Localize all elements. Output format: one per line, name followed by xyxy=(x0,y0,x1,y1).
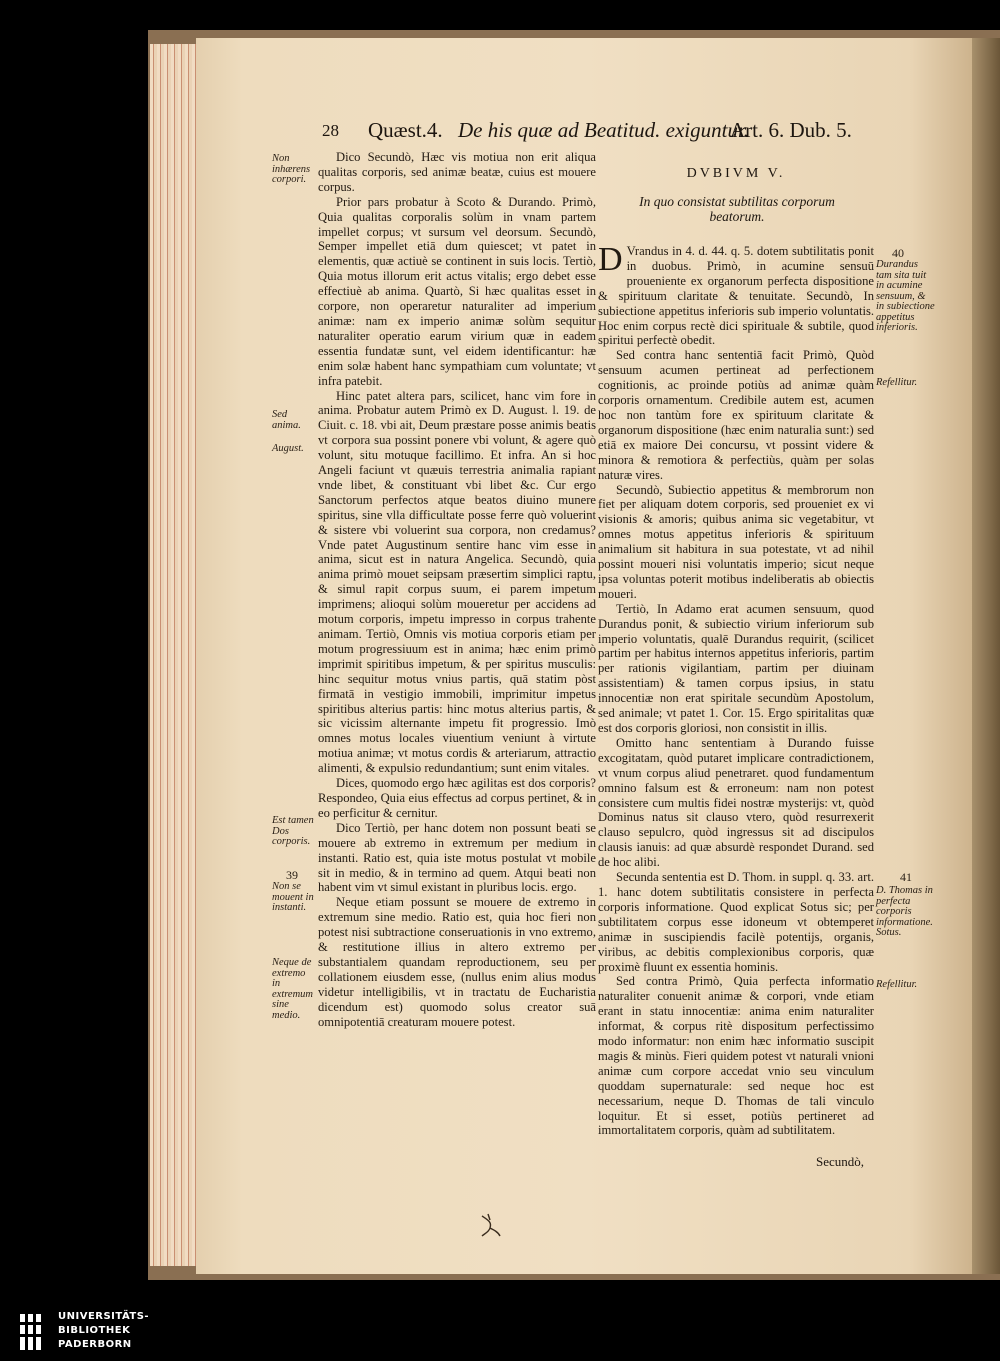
paragraph: Secunda sententia est D. Thom. in suppl. q. 33. art. 1. hanc dotem subtilitatis consistere in perfecta corporis informatione. Quod explicat Sotus sic; per subtilitatem corpus esse idoneum vt obtemperet animæ in suscipiendis facilè potentijs, organis, viribus, ac debitis complexionibus corporis, quæ proximè fluunt ex essentia hominis. xyxy=(598,870,874,974)
header-art: Art. 6. Dub. 5. xyxy=(730,118,852,142)
page-edges xyxy=(150,44,196,1266)
ornament-icon xyxy=(478,1212,502,1238)
paragraph xyxy=(598,241,874,348)
paragraph-text: Vrandus in 4. d. 44. q. 5. dotem subtilitatis ponit in duobus. Primò, in acumine sensuū proueniente ex organorum perfecta dispositione & spirituum claritate & tenuitate. Secundò, In subiectione appetitus inferioris sub imperio voluntatis. Hoc enim corpus rectè dici spirituale & subtile, quod spiritui perfectè obedit. xyxy=(598,244,874,348)
catchword: Secundò, xyxy=(816,1154,865,1169)
right-text-column xyxy=(598,241,874,1138)
margin-note: Non inhærens corpori. xyxy=(272,153,311,185)
dubium-subtitle: In quo consistat subtilitas corporum beatorum. xyxy=(639,194,835,224)
paragraph: Hinc patet altera pars, scilicet, hanc vim fore in anima. Probatur autem Primò ex D. August. l. 19. de Ciuit. c. 18. vbi ait, Deum præstare posse animis beatis vt corpora sua possint ponere vbi volunt, & agere quò volunt, situ motuque facillimo. Et infra. An si hoc Angeli faciunt vt quæuis terrestria animalia rapiant vnde libet, & constituant vbi libet &c. Cur ergo Sanctorum perfectos atque beatos diuino munere spiritus, sine vlla difficultate posse ferre quò voluerint & sistere vbi voluerint sua corpora, non credamus? Vnde patet Augustinum sentire hanc vim esse in anima, sicut est in natura Angelica. Secundò, quia anima primò mouet seipsam præsertim simplici raptu, & simul rapit corpus suum, ei parem impetum imprimens; alioqui solùm moueretur per accidens ad motum corporis, impetu impresso in corpus trahente animam. Tertiò, Omnis vis motiua corporis etiam per motum progressiuum est in anima; hæc enim primò imprimit spiritibus impetum, & per spiritus musculis: hinc sequitur motus vnius partis, quā statim pòst firmatā in vestigio immobili, imprimitur impetus spiritibus alterius partis: hinc motus alterius partis, & sic vicissim alternante impetu fit progressio. Imò omnes motus locales viuentium veniunt à virtute motiua animæ; vt motus cordis & arteriarum, attractio alimenti, & expulsio redundantium; sunt enim vitales. xyxy=(318,388,596,776)
margin-note: D. Thomas in perfecta corporis informatione. Sotus. xyxy=(876,885,933,938)
margin-number: 39 xyxy=(286,868,298,882)
paragraph: Dico Secundò, Hæc vis motiua non erit aliqua qualitas corporis, sed animæ beatæ, cuius est mouere corpus. xyxy=(318,150,596,194)
paragraph: Neque etiam possunt se mouere de extremo in extremum sine medio. Ratio est, quia hoc fieri non potest nisi subtractione conseruationis in vno extremo, & restitutione illius in altero extremo per substantialem quandam reproductionem, seu per collationem eiusdem esse, (nullus enim alius modus videtur intelligibilis, vt in tractatu de Eucharistia dicendum est) quomodo solus creator suā omnipotentiā creaturam mouere potest. xyxy=(318,895,596,1029)
logo-line: BIBLIOTHEK xyxy=(58,1325,131,1336)
left-text-column xyxy=(318,150,596,1029)
margin-number: 40 xyxy=(892,246,904,260)
margin-note: Durandus tam sita tuit in acumine sensuum, & in subiectione appetitus inferioris. xyxy=(876,259,935,333)
margin-note: Refellitur. xyxy=(876,377,918,388)
margin-number: 41 xyxy=(900,870,912,884)
paragraph: Sed contra Primò, Quia perfecta informatio naturaliter conuenit animæ & corpori, vnde etiam erant in statu innocentiæ: anima enim naturaliter informat, & corpus ritè dispositum perfectissimo modo informatur: non enim hæc informatio suscipit magis & minùs. Fieri quidem potest vt naturali vnioni animæ cum corpore accedat vnio seu vinculum quoddam supernaturale: sed neque hoc est necessarium, neque D. Thomas de tali vinculo loquitur. Et si esset, potiùs pertineret ad immortalitatem corporis, quàm ad subtilitatem. xyxy=(598,974,874,1138)
margin-note: Sed anima. xyxy=(272,409,301,431)
library-logo xyxy=(18,1310,148,1358)
page-number: 28 xyxy=(322,121,339,140)
library-logo-text xyxy=(58,1310,149,1352)
drop-cap: D xyxy=(598,241,623,278)
paragraph: Omitto hanc sententiam à Durando fuisse excogitatam, quòd putaret implicare contradictionem, vt vnum corpus aliud penetraret. quod fundamentum omnino falsum est & erroneum: nam non potest consistere cum multis fidei nostræ mysterijs: vt, quòd Dominus natus sit clauso vtero, quòd resurrexerit clauso sepulcro, quòd ingressus sit ad discipulos clausis ianuis: ad quæ absurdè respondet Durand. sed de hoc alibi. xyxy=(598,735,874,870)
logo-line: PADERBORN xyxy=(58,1339,132,1350)
header-title: De his quæ ad Beatitud. exiguntur. xyxy=(458,118,750,142)
paragraph: Dices, quomodo ergo hæc agilitas est dos corporis? Respondeo, Quia eius effectus ad corpus pertinet, & in eo perficitur & cernitur. xyxy=(318,776,596,820)
dubium-title: DVBIVM V. xyxy=(686,166,786,181)
paragraph: Tertiò, In Adamo erat acumen sensuum, quod Durandus ponit, & subiectio virium inferiorum sub imperio voluntatis, qualē Durandus requirit, (scilicet partim per habitus internos appetitus inferioris, partim per rationis vigilantiam, partim per diuinam assistentiam) & tamen corpus ipsius, in statu innocentiæ non erat spiritale secundùm Apostolum, sed animale; vt patet 1. Cor. 15. Ergo spiritalitas quæ est dos corporis gloriosi, non consistit in illis. xyxy=(598,601,874,735)
header-quaest: Quæst.4. xyxy=(368,118,443,142)
library-logo-icon xyxy=(18,1312,48,1352)
paragraph: Dico Tertiò, per hanc dotem non possunt beati se mouere ab extremo in extremum per medium in instanti. Ratio est, quia iste motus postulat vt mobile sit in medio, & in termino ad quem. Atqui beati non habent vim vt simul existant in pluribus locis. ergo. xyxy=(318,820,596,895)
margin-note: Neque de extremo in extremum sine medio. xyxy=(272,957,314,1021)
running-header xyxy=(322,118,852,148)
paragraph: Prior pars probatur à Scoto & Durando. Primò, Quia qualitas corporalis solùm in vnam partem impellet corpus; vt sursum vel deorsum. Secundò, Semper impellet etiā dum quiescet; vt patet in elementis, quæ actiuè se continent in suis locis. Tertiò, Quia motus illorum erit actus vitalis; ergo debet esse effectiuè ab anima. Quartò, Si hæc qualitas esset in corpore, non operaretur naturaliter ad imperium animæ: nam ex imperio animæ solùm sequitur naturaliter operatio earum virium quæ in eadem essentia fundatæ sunt, vel eidem identificantur: hæ enim solæ habent hanc sympathiam cum voluntate; vt infra patebit. xyxy=(318,194,596,388)
margin-note: Non se mouent in instanti. xyxy=(272,881,314,913)
margin-note: August. xyxy=(272,443,304,454)
book-gutter xyxy=(972,38,1000,1274)
margin-note: Refellitur. xyxy=(876,979,918,990)
logo-line: UNIVERSITÄTS- xyxy=(58,1311,150,1322)
paragraph: Sed contra hanc sententiā facit Primò, Quòd sensuum acumen pertineat ad perfectionem cognitionis, ac proinde potiùs ad animæ quàm corporis ornamentum. Credibile autem est, acumen hoc non tantùm fore ex spirituum claritate & organorum dispositione (hæc enim naturalia sunt:) sed etiā ex maiore Dei concursu, vt possint videre & minora & remotiora & perfectiùs, quàm per solas naturæ vires. xyxy=(598,348,874,482)
paragraph: Secundò, Subiectio appetitus & membrorum non fiet per aliquam dotem corporis, sed proueniet ex vi visionis & amoris; quibus anima sic vegetabitur, vt omnes motus appetitus inferioris & spirituum animalium sit habitura in sua potestate, vt ad nihil possint moueri nisi voluntatis imperio; sicut neque ipsa voluntas poterit motibus indeliberatis ab obiectis moueri. xyxy=(598,482,874,601)
margin-note: Est tamen Dos corporis. xyxy=(272,815,314,847)
